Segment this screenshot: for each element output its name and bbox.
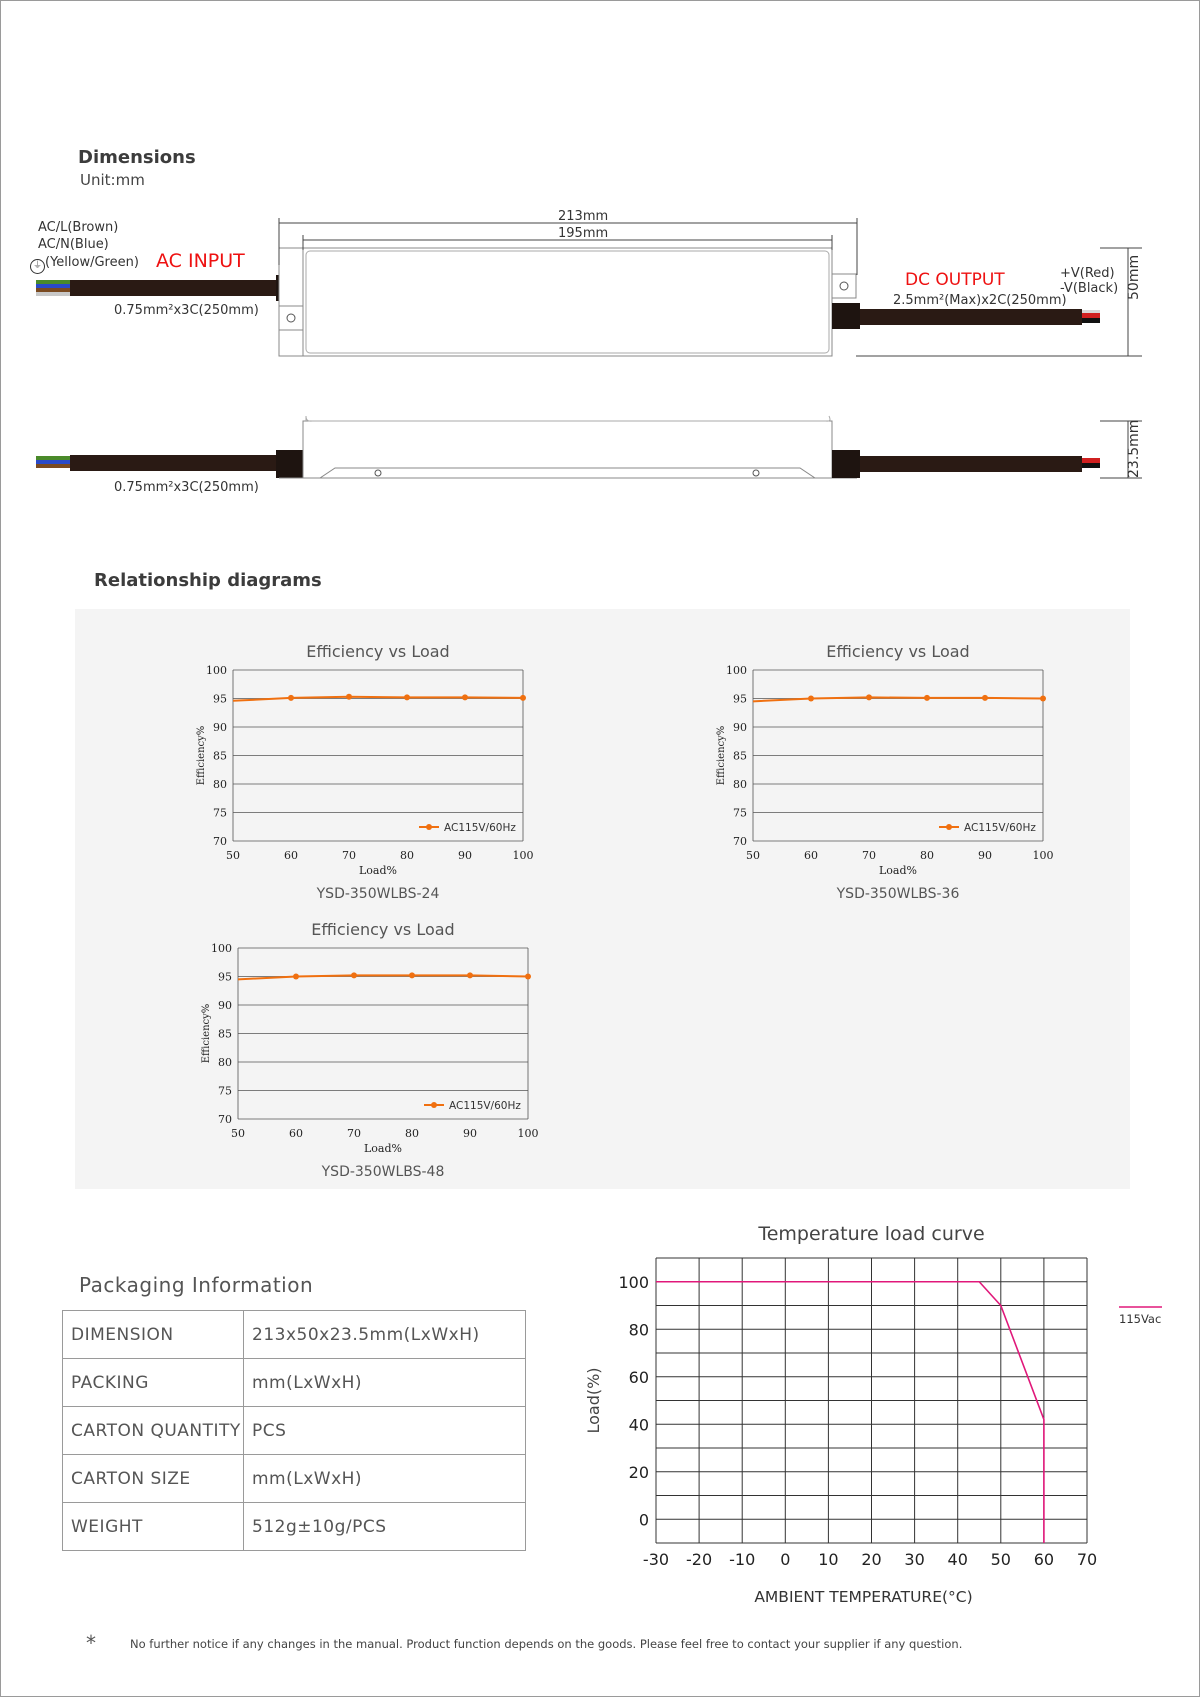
x-tick-label: 10 — [818, 1550, 839, 1569]
data-point — [467, 972, 473, 978]
data-point — [866, 694, 872, 700]
x-tick-label: 100 — [512, 849, 534, 862]
y-axis-label: Efficiency% — [196, 725, 207, 786]
legend-marker — [426, 824, 432, 830]
dim-23-5-label: 23.5mm — [1126, 419, 1142, 478]
data-point — [346, 694, 352, 700]
legend-label: AC115V/60Hz — [444, 822, 516, 834]
legend-label: AC115V/60Hz — [449, 1100, 521, 1112]
y-tick-label: 60 — [628, 1367, 649, 1387]
data-point — [525, 974, 531, 980]
chart-caption: YSD-350WLBS-24 — [316, 886, 440, 902]
dc-cable-label: 2.5mm²(Max)x2C(250mm) — [893, 293, 1067, 308]
y-tick-label: 80 — [733, 778, 747, 791]
legend-label: AC115V/60Hz — [964, 822, 1036, 834]
data-point — [1040, 696, 1046, 702]
dc-cable-top — [832, 303, 1100, 329]
data-point — [288, 695, 294, 701]
x-tick-label: 0 — [780, 1550, 791, 1569]
x-tick-label: 100 — [1032, 849, 1054, 862]
dim-195-label: 195mm — [558, 226, 609, 241]
chart-caption: YSD-350WLBS-48 — [321, 1164, 445, 1180]
legend-marker — [946, 824, 952, 830]
chart-title: Efficiency vs Load — [826, 642, 970, 661]
y-tick-label: 0 — [638, 1510, 649, 1530]
efficiency-chart-48 — [185, 913, 555, 1183]
packaging-value: PCS — [244, 1407, 526, 1455]
y-tick-label: 95 — [733, 692, 747, 706]
packaging-label: CARTON QUANTITY — [63, 1407, 244, 1455]
data-point — [808, 696, 814, 702]
y-tick-label: 100 — [211, 942, 232, 955]
chart-title: Efficiency vs Load — [311, 920, 455, 939]
packaging-table — [62, 1310, 526, 1551]
temperature-load-chart — [580, 1215, 1180, 1610]
x-tick-label: 70 — [1076, 1550, 1098, 1569]
x-axis-label: Load% — [359, 864, 397, 877]
packaging-label: PACKING — [63, 1359, 244, 1407]
y-tick-label: 70 — [218, 1113, 232, 1126]
ac-cable-label-top: 0.75mm²x3C(250mm) — [114, 303, 259, 318]
x-tick-label: 100 — [517, 1127, 539, 1140]
footer-asterisk: * — [86, 1631, 96, 1655]
data-point — [462, 694, 468, 700]
x-tick-label: 80 — [920, 849, 934, 862]
y-axis-label: Efficiency% — [201, 1003, 212, 1064]
relationship-title: Relationship diagrams — [94, 570, 322, 591]
table-row — [63, 1503, 526, 1551]
data-point — [351, 972, 357, 978]
efficiency-chart-36 — [700, 635, 1070, 905]
y-tick-label: 75 — [213, 806, 227, 820]
y-tick-label: 85 — [218, 1027, 232, 1041]
y-tick-label: 70 — [733, 835, 747, 848]
y-tick-label: 40 — [628, 1415, 649, 1435]
efficiency-chart-24 — [180, 635, 550, 905]
dc-output-label: DC OUTPUT — [905, 270, 1005, 290]
ground-icon: ⏚ — [30, 259, 45, 274]
dim-50-label: 50mm — [1126, 254, 1142, 300]
table-row — [63, 1359, 526, 1407]
y-tick-label: 90 — [213, 721, 227, 734]
x-tick-label: 60 — [289, 1127, 303, 1140]
y-axis-label: Efficiency% — [716, 725, 727, 786]
dimension-drawing — [0, 0, 1200, 500]
packaging-title: Packaging Information — [79, 1273, 314, 1297]
y-tick-label: 90 — [733, 721, 747, 734]
packaging-label: DIMENSION — [63, 1311, 244, 1359]
y-tick-label: 100 — [206, 664, 227, 677]
x-tick-label: 70 — [347, 1127, 361, 1140]
y-tick-label: 85 — [213, 749, 227, 763]
table-row — [63, 1311, 526, 1359]
housing-top-flange — [303, 248, 832, 356]
data-point — [982, 695, 988, 701]
chart-title: Temperature load curve — [758, 1223, 985, 1245]
x-tick-label: -30 — [642, 1550, 670, 1569]
y-tick-label: 85 — [733, 749, 747, 763]
y-tick-label: 80 — [218, 1056, 232, 1069]
x-tick-label: 60 — [284, 849, 298, 862]
x-tick-label: 70 — [862, 849, 876, 862]
y-tick-label: 80 — [213, 778, 227, 791]
dc-cable-side — [832, 450, 1100, 478]
x-tick-label: 50 — [231, 1127, 245, 1140]
dc-pos-label: +V(Red) — [1060, 266, 1115, 281]
y-tick-label: 100 — [726, 664, 747, 677]
data-point — [924, 695, 930, 701]
ac-cable-top — [36, 275, 304, 301]
y-tick-label: 100 — [618, 1272, 649, 1292]
x-tick-label: 20 — [861, 1550, 882, 1569]
x-tick-label: -20 — [686, 1550, 713, 1569]
ground-label: ⏚ (Yellow/Green) — [30, 255, 139, 274]
series-line — [753, 697, 1043, 701]
ac-l-label: AC/L(Brown) — [38, 220, 119, 235]
packaging-value: 213x50x23.5mm(LxWxH) — [244, 1311, 526, 1359]
table-row — [63, 1407, 526, 1455]
y-tick-label: 70 — [213, 835, 227, 848]
y-tick-label: 75 — [218, 1084, 232, 1098]
x-tick-label: 60 — [804, 849, 818, 862]
x-tick-label: 50 — [990, 1550, 1011, 1569]
x-tick-label: 80 — [400, 849, 414, 862]
y-tick-label: 95 — [218, 970, 232, 984]
y-tick-label: 90 — [218, 999, 232, 1012]
x-tick-label: -10 — [729, 1550, 756, 1569]
dc-neg-label: -V(Black) — [1060, 281, 1119, 296]
packaging-value: mm(LxWxH) — [244, 1455, 526, 1503]
y-axis-label: Load(%) — [584, 1367, 603, 1434]
x-tick-label: 50 — [746, 849, 760, 862]
packaging-value: 512g±10g/PCS — [244, 1503, 526, 1551]
x-axis-label: Load% — [364, 1142, 402, 1155]
mount-tab-right — [832, 274, 856, 298]
ac-cable-label-side: 0.75mm²x3C(250mm) — [114, 480, 259, 495]
x-tick-label: 40 — [947, 1550, 968, 1569]
series-line — [656, 1282, 1044, 1543]
packaging-label: CARTON SIZE — [63, 1455, 244, 1503]
y-tick-label: 80 — [628, 1320, 649, 1340]
x-tick-label: 30 — [904, 1550, 925, 1569]
data-point — [520, 695, 526, 701]
table-row — [63, 1455, 526, 1503]
x-axis-label: Load% — [879, 864, 917, 877]
chart-title: Efficiency vs Load — [306, 642, 450, 661]
x-tick-label: 90 — [463, 1127, 477, 1140]
data-point — [409, 972, 415, 978]
y-tick-label: 20 — [628, 1462, 649, 1482]
y-tick-label: 75 — [733, 806, 747, 820]
x-tick-label: 50 — [226, 849, 240, 862]
x-tick-label: 90 — [458, 849, 472, 862]
ac-cable-side — [36, 450, 304, 478]
data-point — [404, 694, 410, 700]
housing-side — [303, 421, 832, 478]
chart-caption: YSD-350WLBS-36 — [836, 886, 960, 902]
data-point — [293, 974, 299, 980]
dimensions-title: Dimensions — [78, 147, 196, 168]
footer-note: No further notice if any changes in the manual. Product function depends on the goods. Please feel free to contact your supplier if any question. — [130, 1637, 963, 1651]
series-line — [238, 975, 528, 979]
mount-tab-left — [279, 306, 303, 330]
unit-label: Unit:mm — [80, 171, 145, 189]
ac-n-label: AC/N(Blue) — [38, 237, 109, 252]
ac-input-label: AC INPUT — [156, 250, 245, 272]
x-tick-label: 80 — [405, 1127, 419, 1140]
x-tick-label: 70 — [342, 849, 356, 862]
packaging-value: mm(LxWxH) — [244, 1359, 526, 1407]
x-tick-label: 90 — [978, 849, 992, 862]
x-tick-label: 60 — [1033, 1550, 1055, 1569]
legend-marker — [431, 1102, 437, 1108]
y-tick-label: 95 — [213, 692, 227, 706]
x-axis-label: AMBIENT TEMPERATURE(°C) — [754, 1588, 973, 1606]
packaging-label: WEIGHT — [63, 1503, 244, 1551]
dim-213-label: 213mm — [558, 209, 609, 224]
legend-label: 115Vac — [1119, 1312, 1162, 1326]
